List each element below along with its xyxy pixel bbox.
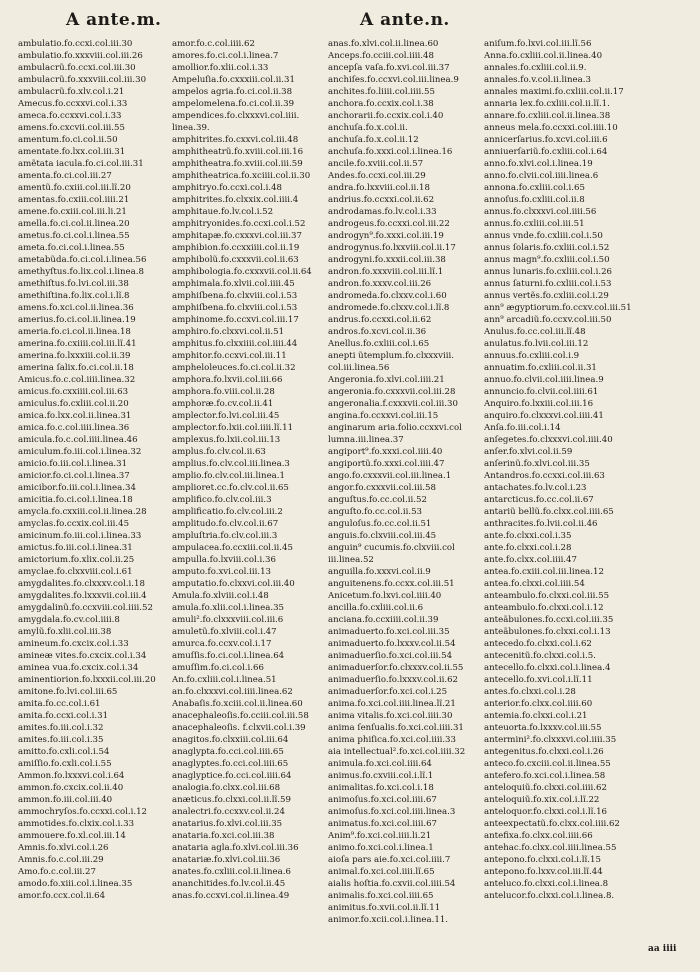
index-entry: aminentiorion.fo.lxxxii.col.iii.20 <box>18 675 156 685</box>
index-entry: amella.fo.ci.col.ii.linea.20 <box>18 219 130 229</box>
index-entry: anguloſus.fo.cc.col.ii.51 <box>328 519 432 529</box>
index-entry: animor.fo.xcii.col.i.linea.11. <box>328 915 449 925</box>
index-entry: amphitryo.fo.ccxi.col.i.48 <box>172 183 282 193</box>
index-entry: amentas.fo.cxiii.col.iiii.21 <box>18 195 130 205</box>
running-header <box>0 10 700 36</box>
index-entry: Ammon.fo.lxxxvi.col.i.64 <box>18 771 125 781</box>
index-entry: amplifico.fo.clv.col.iii.3 <box>172 495 272 505</box>
index-entry: antefixa.fo.clxx.col.iiii.66 <box>484 831 593 841</box>
index-entry: anæticus.fo.clxxi.col.ii.lĩ.59 <box>172 795 291 805</box>
index-entry: Anicetum.fo.lxvi.col.iiii.40 <box>328 591 442 601</box>
index-entry: annuo.fo.clvii.col.iiii.linea.9 <box>484 375 604 385</box>
index-entry: annus ſaturni.fo.cxliii.col.i.53 <box>484 279 612 289</box>
index-entry: anaglyptes.fo.cci.col.iiii.65 <box>172 759 289 769</box>
index-entry: linea.39. <box>172 123 210 133</box>
index-entry: anteloquiũ.fo.xix.col.i.lĩ.22 <box>484 795 600 805</box>
index-entry: anterior.fo.clxx.col.iiii.60 <box>484 699 593 709</box>
index-entry: amphitrites.fo.clxxix.col.iiii.4 <box>172 195 299 205</box>
index-entry: anatarius.fo.xlvi.col.iii.35 <box>172 819 283 829</box>
index-entry: ancile.fo.xviii.col.ii.57 <box>328 159 424 169</box>
index-entry: antecello.fo.xvi.col.i.lĩ.11 <box>484 675 593 685</box>
index-entry: antea.fo.clxxi.col.iiii.54 <box>484 579 585 589</box>
index-entry: amentate.fo.lxx.col.iii.31 <box>18 147 126 157</box>
index-entry: anataria.fo.xci.col.iii.38 <box>172 831 275 841</box>
index-entry: ango.fo.cxxxvii.col.iii.linea.1 <box>328 471 452 481</box>
index-entry: amene.fo.cxiii.col.iii.li.21 <box>18 207 127 217</box>
index-entry: annus ſolaris.fo.cxliii.col.i.52 <box>484 243 610 253</box>
index-entry: ante.fo.clxxi.col.i.35 <box>484 531 572 541</box>
index-entry: Anſa.fo.iii.col.i.14 <box>484 423 561 433</box>
index-entry: andros.fo.xcvi.col.ii.36 <box>328 327 427 337</box>
index-entry: animoſus.fo.xci.col.iiii.linea.3 <box>328 807 456 817</box>
index-entry: ambulatio.fo.xxxviii.col.iii.26 <box>18 51 143 61</box>
index-entry: anteexpectatũ.fo.clxx.col.iiii.62 <box>484 819 620 829</box>
index-entry: anteuorta.fo.lxxxv.col.iii.55 <box>484 723 602 733</box>
index-column-4 <box>484 38 684 902</box>
index-entry: annicerſarius.fo.xcvi.col.iii.6 <box>484 135 608 145</box>
index-entry: anciana.fo.ccxiiii.col.ii.39 <box>328 615 439 625</box>
index-entry: anatariæ.fo.xlvi.col.iii.36 <box>172 855 281 865</box>
index-entry: aioſa pars aie.fo.xci.col.iiii.7 <box>328 855 451 865</box>
index-entry: antarcticus.fo.cc.col.ii.67 <box>484 495 594 505</box>
index-entry: amenta.fo.ci.col.iii.27 <box>18 171 112 181</box>
index-entry: antes.fo.clxxi.col.i.28 <box>484 687 576 697</box>
index-entry: amphiſbena.fo.clxviii.col.i.53 <box>172 303 298 313</box>
index-entry: Amicus.fo.c.col.iiii.linea.32 <box>18 375 136 385</box>
index-entry: amictus.fo.iii.col.i.linea.31 <box>18 543 133 553</box>
index-entry: ann⁹ ægyptiorum.fo.ccxv.col.iii.51 <box>484 303 632 313</box>
index-entry: amens.fo.cxcvii.col.iii.55 <box>18 123 125 133</box>
index-entry: amodo.fo.xiii.col.i.linea.35 <box>18 879 133 889</box>
index-entry: Amnis.fo.xlvi.col.i.26 <box>18 843 109 853</box>
index-entry: amicitia.fo.ci.col.i.linea.18 <box>18 495 133 505</box>
index-entry: antegenitus.fo.clxxi.col.i.26 <box>484 747 604 757</box>
index-entry: ammotides.fo.clxix.col.i.33 <box>18 819 135 829</box>
index-entry: amylũ.fo.xlii.col.iii.38 <box>18 627 112 637</box>
index-entry: Anabaſis.fo.xciii.col.ii.linea.60 <box>172 699 303 709</box>
index-entry: amygdala.fo.cv.col.iiii.8 <box>18 615 120 625</box>
index-entry: anſerinũ.fo.xlvi.col.iii.35 <box>484 459 590 469</box>
index-entry: an.fo.clxxxvi.col.iiii.linea.62 <box>172 687 293 697</box>
index-entry: Amula.fo.xlviii.col.i.48 <box>172 591 269 601</box>
index-entry: andron.fo.xxxv.col.iii.26 <box>328 279 432 289</box>
index-entry: amuſſim.fo.ci.col.i.66 <box>172 663 264 673</box>
index-entry: annare.fo.cxliii.col.ii.linea.38 <box>484 111 611 121</box>
index-entry: ann⁹ arcadiũ.fo.ccxv.col.iii.50 <box>484 315 612 325</box>
index-entry: amites.fo.iii.col.i.32 <box>18 723 104 733</box>
index-entry: andromede.fo.clxxv.col.i.lĩ.8 <box>328 303 450 313</box>
index-entry: amineum.fo.cxcix.col.i.33 <box>18 639 129 649</box>
index-entry: amor.fo.c.col.iiii.62 <box>172 39 255 49</box>
index-entry: Antandros.fo.ccxxi.col.iii.63 <box>484 471 605 481</box>
index-entry: antariũ bellũ.fo.clxx.col.iiii.65 <box>484 507 614 517</box>
index-entry: anchorarii.fo.ccxix.col.i.40 <box>328 111 444 121</box>
index-entry: amputo.fo.xvi.col.iii.13 <box>172 567 272 577</box>
index-entry: amphitaue.fo.lv.col.i.52 <box>172 207 274 217</box>
index-entry: anteambulo.fo.clxxi.col.iii.55 <box>484 591 610 601</box>
index-entry: amphibolũ.fo.cxxxvii.col.ii.63 <box>172 255 299 265</box>
index-entry: amor.fo.ccx.col.ii.64 <box>18 891 106 901</box>
index-entry: amites.fo.iii.col.i.35 <box>18 735 104 745</box>
index-entry: amiculus.fo.cxliii.col.ii.20 <box>18 399 129 409</box>
index-entry: ante.fo.clxxi.col.i.28 <box>484 543 572 553</box>
index-entry: lumna.iii.linea.37 <box>328 435 404 445</box>
index-entry: amphora.fo.lxvii.col.iii.66 <box>172 375 283 385</box>
index-entry: amẽtata iacula.fo.ci.col.iii.31 <box>18 159 144 169</box>
index-entry: ampelos agria.fo.ci.col.ii.38 <box>172 87 293 97</box>
index-entry: anchites.fo.liiii.col.iiii.55 <box>328 87 435 97</box>
index-entry: amerius.fo.ci.col.ii.linea.19 <box>18 315 136 325</box>
index-entry: anchuſa.fo.x.col.ii. <box>328 123 408 133</box>
index-entry: Anquiro.fo.lxxiii.col.iii.16 <box>484 399 594 409</box>
index-entry: amplector.fo.lvi.col.iii.45 <box>172 411 280 421</box>
index-entry: amygdalinũ.fo.ccxviii.col.iiii.52 <box>18 603 153 613</box>
index-entry: anginarum aria.folio.ccxxvi.col <box>328 423 462 433</box>
index-entry: anchuſa.fo.xxxi.col.i.linea.16 <box>328 147 453 157</box>
index-entry: anacephaleoſis. f.clxvii.col.i.39 <box>172 723 306 733</box>
index-entry: anas.fo.ccxvi.col.ii.linea.49 <box>172 891 290 901</box>
index-entry: anteluco.fo.clxxi.col.i.linea.8 <box>484 879 609 889</box>
index-entry: anthracites.fo.lvii.col.ii.46 <box>484 519 598 529</box>
index-entry: ampheloleuces.fo.ci.col.ii.32 <box>172 363 296 373</box>
index-entry: amphimala.fo.xlvii.col.iiii.45 <box>172 279 295 289</box>
index-entry: annus vnde.fo.cxliii.col.i.50 <box>484 231 603 241</box>
index-entry: anteloquiũ.fo.clxxi.col.iiii.62 <box>484 783 607 793</box>
index-entry: androgynus.fo.lxxviii.col.ii.17 <box>328 243 456 253</box>
index-entry: amicus.fo.cxxiiii.col.iii.63 <box>18 387 129 397</box>
index-entry: amplificatio.fo.clv.col.iii.2 <box>172 507 283 517</box>
index-entry: antea.fo.cxiii.col.iii.linea.12 <box>484 567 604 577</box>
index-entry: ametus.fo.ci.col.i.linea.55 <box>18 231 130 241</box>
index-entry: angor.fo.cxxxvii.col.iii.58 <box>328 483 436 493</box>
index-entry: anſegetes.fo.clxxxvi.col.iiii.40 <box>484 435 613 445</box>
index-entry: anepti ũtemplum.fo.clxxxviii. <box>328 351 454 361</box>
index-entry: Anulus.fo.cc.col.iii.lĩ.48 <box>484 327 586 337</box>
header-right: A ante.n. <box>360 10 450 30</box>
index-entry: amygdalites.fo.clxxxv.col.i.18 <box>18 579 145 589</box>
index-entry: ammouere.fo.xl.col.iii.14 <box>18 831 126 841</box>
index-entry: amphinome.fo.ccxvi.col.iii.17 <box>172 315 299 325</box>
index-entry: anno.fo.xlvi.col.i.linea.19 <box>484 159 593 169</box>
index-entry: ambulacrũ.fo.xxxviii.col.iii.30 <box>18 75 147 85</box>
index-entry: annales.fo.cxliii.col.ii.9. <box>484 63 587 73</box>
index-entry: antefero.fo.xci.col.i.linea.58 <box>484 771 606 781</box>
index-entry: angeronia.fo.cxxxvii.col.iii.28 <box>328 387 456 397</box>
index-entry: amycla.fo.cxxiii.col.ii.linea.28 <box>18 507 147 517</box>
index-entry: annus magn⁹.fo.cxliii.col.i.50 <box>484 255 610 265</box>
index-entry: anchuſa.fo.x.col.ii.12 <box>328 135 419 145</box>
index-entry: ampulacea.fo.ccxiii.col.ii.45 <box>172 543 293 553</box>
index-entry: ampluſtria.fo.clv.col.iii.3 <box>172 531 278 541</box>
index-entry: annus lunaris.fo.cxliii.col.i.26 <box>484 267 613 277</box>
index-entry: androgyni.fo.xxxii.col.iii.38 <box>328 255 446 265</box>
index-entry: andromeda.fo.clxxv.col.i.60 <box>328 291 447 301</box>
index-entry: amollior.fo.xlii.col.i.33 <box>172 63 269 73</box>
index-entry: amphibologia.fo.cxxxvii.col.ii.64 <box>172 267 312 277</box>
index-entry: antelucor.fo.clxxi.col.i.linea.8. <box>484 891 615 901</box>
index-entry: amita.fo.cc.col.i.61 <box>18 699 101 709</box>
index-entry: ametabũda.fo.ci.col.i.linea.56 <box>18 255 147 265</box>
index-entry: annona.fo.cxliii.col.i.65 <box>484 183 585 193</box>
index-entry: ancilla.fo.cxliii.col.ii.6 <box>328 603 424 613</box>
index-entry: animaduerſor.fo.clxxxv.col.ii.55 <box>328 663 464 673</box>
index-entry: Angeronia.fo.xlvi.col.iiii.21 <box>328 375 445 385</box>
index-entry: antecello.fo.clxxi.col.i.linea.4 <box>484 663 611 673</box>
index-entry: anneus mela.fo.ccxxi.col.iiii.10 <box>484 123 618 133</box>
index-entry: angeronalia.f.cxxxvii.col.iii.30 <box>328 399 458 409</box>
index-entry: ambulacrũ.fo.xlv.col.i.21 <box>18 87 125 97</box>
index-entry: amplioret.cc.fo.clv.col.ii.65 <box>172 483 289 493</box>
index-entry: anaglyptice.fo.cci.col.iiii.64 <box>172 771 292 781</box>
index-entry: anteco.fo.cxciii.col.ii.linea.55 <box>484 759 611 769</box>
index-entry: androgeus.fo.ccxxi.col.iii.22 <box>328 219 450 229</box>
index-entry: amyclas.fo.ccxix.col.iii.45 <box>18 519 130 529</box>
index-entry: anas.fo.xlvi.col.ii.linea.60 <box>328 39 439 49</box>
index-entry: amicibor.fo.iii.col.i.linea.34 <box>18 483 136 493</box>
index-entry: ampelomelena.fo.ci.col.ii.39 <box>172 99 295 109</box>
index-entry: ancepſa vaſa.fo.xvi.col.iii.37 <box>328 63 450 73</box>
index-entry: anteambulo.fo.clxxi.col.i.12 <box>484 603 604 613</box>
index-entry: amerina.fo.lxxxiii.col.ii.39 <box>18 351 131 361</box>
index-entry: animatus.fo.xci.col.iiii.67 <box>328 819 438 829</box>
index-entry: anquiro.fo.clxxxvi.col.iiii.41 <box>484 411 604 421</box>
index-entry: Andes.fo.ccxi.col.iii.29 <box>328 171 426 181</box>
index-entry: amphitrites.fo.cxxvi.col.iii.48 <box>172 135 299 145</box>
index-entry: anacephaleoſis.fo.cciii.col.iii.58 <box>172 711 309 721</box>
index-entry: animaduerto.fo.lxxxv.col.ii.54 <box>328 639 456 649</box>
index-entry: An.fo.cxliii.col.i.linea.51 <box>172 675 277 685</box>
index-entry: ammochryſos.fo.ccxxi.col.i.12 <box>18 807 148 817</box>
index-entry: amicio.fo.iii.col.i.linea.31 <box>18 459 128 469</box>
index-entry: annuatim.fo.cxliii.col.ii.31 <box>484 363 597 373</box>
index-entry: anulatus.fo.lvii.col.iii.12 <box>484 339 589 349</box>
index-entry: anates.fo.cxliii.col.ii.linea.6 <box>172 867 291 877</box>
index-entry: animoſus.fo.xci.col.iiii.67 <box>328 795 437 805</box>
index-entry: amphiro.fo.clxxvi.col.ii.51 <box>172 327 285 337</box>
index-entry: anima.fo.xci.col.iiii.linea.lĩ.21 <box>328 699 456 709</box>
index-entry: anima vitalis.fo.xci.col.iiii.30 <box>328 711 453 721</box>
index-entry: analectri.fo.ccxxv.col.ii.24 <box>172 807 285 817</box>
index-entry: amethiſtus.fo.lvi.col.iii.38 <box>18 279 129 289</box>
index-entry: antecenitũ.fo.clxxi.col.i.5. <box>484 651 596 661</box>
index-column-3 <box>328 38 480 926</box>
index-entry: ante.fo.clxx.col.iiii.47 <box>484 555 577 565</box>
index-entry: amplio.fo.clv.col.iii.linea.1 <box>172 471 285 481</box>
index-entry: animo.fo.xci.col.i.linea.1 <box>328 843 434 853</box>
index-entry: annuncio.fo.clvii.col.iiii.61 <box>484 387 599 397</box>
index-entry: Anceps.fo.cciii.col.iiii.48 <box>328 51 434 61</box>
index-entry: amentum.fo.ci.col.ii.50 <box>18 135 118 145</box>
index-entry: anteãbulones.fo.ccxi.col.iii.35 <box>484 615 614 625</box>
index-entry: anſer.fo.xlvi.col.ii.59 <box>484 447 573 457</box>
index-entry: animalitas.fo.xci.col.i.18 <box>328 783 434 793</box>
index-entry: androgyn⁹.fo.xxxi.col.iii.19 <box>328 231 444 241</box>
index-entry: Anna.fo.cxliii.col.ii.linea.40 <box>484 51 603 61</box>
index-entry: ampendices.fo.clxxxvi.col.iiii. <box>172 111 300 121</box>
index-column-1 <box>18 38 166 902</box>
index-entry: anagitos.fo.clxxiii.col.iii.64 <box>172 735 289 745</box>
index-entry: amyclae.fo.clxxviii.col.i.61 <box>18 567 133 577</box>
index-entry: annales.fo.v.col.ii.linea.3 <box>484 75 591 85</box>
index-entry: anguis.fo.clxviii.col.iii.45 <box>328 531 437 541</box>
index-entry: amerina ſalix.fo.ci.col.ii.18 <box>18 363 134 373</box>
index-entry: antehac.fo.clxx.col.iiii.linea.55 <box>484 843 617 853</box>
index-entry: annuus.fo.cxliii.col.i.9 <box>484 351 580 361</box>
index-entry: ameria.fo.ci.col.ii.linea.18 <box>18 327 131 337</box>
index-entry: animaduerſio.fo.lxxxv.col.ii.62 <box>328 675 459 685</box>
index-entry: amictorium.fo.xlix.col.ii.25 <box>18 555 135 565</box>
index-entry: amphitheatrũ.fo.xviii.col.iii.16 <box>172 147 304 157</box>
index-entry: angina.fo.ccxxvi.col.iii.15 <box>328 411 439 421</box>
index-entry: amphitheatra.fo.xviii.col.iii.59 <box>172 159 303 169</box>
index-entry: anniuerſariũ.fo.cxliii.col.i.64 <box>484 147 608 157</box>
index-entry: angiport⁹.fo.xxxi.col.iiii.40 <box>328 447 443 457</box>
index-entry: angiportũ.fo.xxxi.col.iiii.47 <box>328 459 445 469</box>
index-entry: amplius.fo.clv.col.iii.linea.3 <box>172 459 290 469</box>
index-entry: annus.fo.cxliii.col.iii.51 <box>484 219 585 229</box>
index-entry: anima phiſica.fo.xci.col.iiii.33 <box>328 735 456 745</box>
index-entry: animalis.fo.xci.col.iiii.65 <box>328 891 434 901</box>
index-entry: annus vertẽs.fo.cxliii.col.i.29 <box>484 291 609 301</box>
index-entry: animal.fo.xci.col.iiii.lĩ.65 <box>328 867 435 877</box>
index-entry: animaduerſor.fo.xci.col.i.25 <box>328 687 448 697</box>
index-entry: amphitor.fo.ccxvi.col.iii.11 <box>172 351 287 361</box>
index-entry: anno.fo.clvii.col.iiii.linea.6 <box>484 171 599 181</box>
index-entry: amphitheatrica.fo.xciiii.col.ii.30 <box>172 171 311 181</box>
index-entry: anaglypta.fo.cci.col.iiii.65 <box>172 747 284 757</box>
index-entry: anguilla.fo.xxxvi.col.ii.9 <box>328 567 431 577</box>
index-entry: amphitapæ.fo.cxxxvi.col.iii.37 <box>172 231 302 241</box>
index-entry: amitto.fo.cxli.col.i.54 <box>18 747 110 757</box>
index-entry: andrius.fo.ccxxi.col.ii.62 <box>328 195 435 205</box>
index-entry: annus.fo.clxxxvi.col.iiii.56 <box>484 207 597 217</box>
index-entry: amula.fo.xlii.col.i.linea.35 <box>172 603 285 613</box>
index-entry: anguſtus.fo.cc.col.ii.52 <box>328 495 427 505</box>
index-entry: animus.fo.cxviii.col.i.lĩ.1 <box>328 771 434 781</box>
index-entry: aialis hoſtia.fo.cxvii.col.iiii.54 <box>328 879 456 889</box>
index-entry: anchiſes.fo.ccxvi.col.iii.linea.9 <box>328 75 459 85</box>
index-entry: analogia.fo.clxx.col.iii.68 <box>172 783 281 793</box>
index-entry: ambulatio.fo.ccxi.col.iii.30 <box>18 39 133 49</box>
index-entry: animaduerto.fo.xci.col.iii.35 <box>328 627 450 637</box>
index-entry: amuſſis.fo.ci.col.i.linea.64 <box>172 651 285 661</box>
index-entry: amens.fo.xci.col.ii.linea.36 <box>18 303 134 313</box>
index-entry: amicula.fo.c.col.iiii.linea.46 <box>18 435 138 445</box>
index-entry: animitus.fo.xvii.col.ii.lĩ.11 <box>328 903 441 913</box>
index-entry: amplus.fo.clv.col.ii.63 <box>172 447 266 457</box>
index-entry: amplexus.fo.lxii.col.iii.13 <box>172 435 281 445</box>
index-entry: animula.fo.xci.col.iiii.64 <box>328 759 432 769</box>
index-entry: amplector.fo.lxii.col.iiii.lĩ.11 <box>172 423 294 433</box>
index-entry: ameta.fo.ci.col.i.linea.55 <box>18 243 125 253</box>
index-entry: andron.fo.xxxviii.col.iii.lĩ.1 <box>328 267 444 277</box>
index-entry: antermini².fo.clxxxvi.col.iiii.35 <box>484 735 617 745</box>
index-entry: amphibion.fo.ccxxiiii.col.ii.19 <box>172 243 300 253</box>
index-entry: Amnis.fo.c.col.iii.29 <box>18 855 104 865</box>
index-entry: amerina.fo.cxiiii.col.iii.lĩ.41 <box>18 339 137 349</box>
index-entry: Anellus.fo.cxliii.col.i.65 <box>328 339 430 349</box>
index-entry: ananchitides.fo.lv.col.ii.45 <box>172 879 286 889</box>
header-left: A ante.m. <box>66 10 162 30</box>
index-entry: andrοdamas.fo.lv.col.i.33 <box>328 207 437 217</box>
index-entry: antepono.fo.clxxi.col.i.lĩ.15 <box>484 855 601 865</box>
index-entry: amores.fo.ci.col.i.linea.7 <box>172 51 279 61</box>
index-entry: antachates.fo.lv.col.i.23 <box>484 483 587 493</box>
index-entry: amphiſbena.fo.clxviii.col.i.53 <box>172 291 298 301</box>
index-entry: anteloquor.fo.clxxi.col.i.lĩ.16 <box>484 807 608 817</box>
index-entry: amicior.fo.ci.col.i.linea.37 <box>18 471 130 481</box>
index-entry: amethiſtina.fo.lix.col.i.lĩ.8 <box>18 291 130 301</box>
signature-mark: aa iiii <box>648 944 677 954</box>
index-entry: anteãbulones.fo.clxxi.col.i.13 <box>484 627 611 637</box>
index-entry: amica.fo.lxx.col.ii.linea.31 <box>18 411 132 421</box>
index-entry: andra.fo.lxxviii.col.ii.18 <box>328 183 430 193</box>
index-entry: andrus.fo.ccxxi.col.ii.62 <box>328 315 432 325</box>
index-entry: amentũ.fo.cxiii.col.iii.lĩ.20 <box>18 183 131 193</box>
index-entry: anguin⁹ cucumis.fo.clxviii.col <box>328 543 455 553</box>
index-entry: annoſus.fo.cxliii.col.ii.8 <box>484 195 585 205</box>
index-entry: ambulacrũ.fo.ccxi.col.iii.30 <box>18 63 136 73</box>
index-entry: Amecus.fo.ccxxvi.col.i.33 <box>18 99 128 109</box>
index-column-2 <box>172 38 322 902</box>
index-entry: anguſto.fo.cc.col.ii.53 <box>328 507 423 517</box>
index-entry: antemia.fo.clxxi.col.i.21 <box>484 711 588 721</box>
index-entry: ammon.fo.iii.col.iii.40 <box>18 795 113 805</box>
index-entry: ammon.fo.cxcix.col.ii.40 <box>18 783 124 793</box>
index-entry: amethyſtus.fo.lix.col.i.linea.8 <box>18 267 144 277</box>
index-entry: aminea vua.fo.cxcix.col.i.34 <box>18 663 139 673</box>
index-entry: aniſum.fo.lxvi.col.iii.lĩ.56 <box>484 39 592 49</box>
index-entry: Ampeluſia.fo.cxxxiii.col.ii.31 <box>172 75 295 85</box>
index-entry: Amo.fo.c.col.iii.27 <box>18 867 96 877</box>
index-entry: anima ſenſualis.fo.xci.col.iiii.31 <box>328 723 464 733</box>
index-entry: amicinum.fo.iii.col.i.linea.33 <box>18 531 142 541</box>
index-entry: antepono.fo.lxxv.col.iii.lĩ.44 <box>484 867 603 877</box>
index-entry: annaria lex.fo.cxliii.col.ii.lĩ.1. <box>484 99 610 109</box>
index-entry: anataria agla.fo.xlvi.col.iii.36 <box>172 843 299 853</box>
index-entry: amuletũ.fo.xlviii.col.i.47 <box>172 627 277 637</box>
index-entry: anchora.fo.ccxix.col.i.38 <box>328 99 434 109</box>
index-entry: amphitryonides.fo.ccxi.col.i.52 <box>172 219 306 229</box>
index-entry: amphoræ.fo.cv.col.ii.41 <box>172 399 274 409</box>
index-entry: anguitenens.fo.ccxx.col.iii.51 <box>328 579 455 589</box>
index-entry: amita.fo.ccxi.col.i.31 <box>18 711 109 721</box>
index-entry: amphora.fo.viii.col.ii.28 <box>172 387 275 397</box>
index-entry: amputatio.fo.clxxvi.col.iii.40 <box>172 579 295 589</box>
index-entry: antecedo.fo.clxxi.col.i.62 <box>484 639 592 649</box>
index-entry: amurca.fo.ccxv.col.i.17 <box>172 639 272 649</box>
index-entry: ameca.fo.ccxxvi.col.i.33 <box>18 111 122 121</box>
index-entry: col.iii.linea.56 <box>328 363 390 373</box>
index-entry: Anim⁹.fo.xci.col.iiii.li.21 <box>328 831 432 841</box>
index-entry: aia intellectual².fo.xci.col.iiii.32 <box>328 747 466 757</box>
index-entry: amiculum.fo.iii.col.i.linea.32 <box>18 447 142 457</box>
index-entry: amitone.fo.lvi.col.iii.65 <box>18 687 118 697</box>
index-entry: amineæ vites.fo.cxcix.col.i.34 <box>18 651 147 661</box>
index-entry: amiſſio.fo.cxli.col.i.55 <box>18 759 112 769</box>
index-entry: animaduerſio.fo.xci.col.iii.54 <box>328 651 453 661</box>
index-entry: amuli².fo.clxxxviii.col.iii.6 <box>172 615 284 625</box>
index-entry: amphitus.fo.clxxiiii.col.iiii.44 <box>172 339 298 349</box>
index-entry: iii.linea.52 <box>328 555 374 565</box>
index-entry: amygdalites.fo.lxxxvii.col.iii.4 <box>18 591 147 601</box>
index-entry: amplitudo.fo.clv.col.ii.67 <box>172 519 279 529</box>
index-entry: ampulla.fo.lxviii.col.i.36 <box>172 555 276 565</box>
index-entry: amica.fo.c.col.iiii.linea.36 <box>18 423 130 433</box>
index-entry: annales maximi.fo.cxliii.col.ii.17 <box>484 87 624 97</box>
